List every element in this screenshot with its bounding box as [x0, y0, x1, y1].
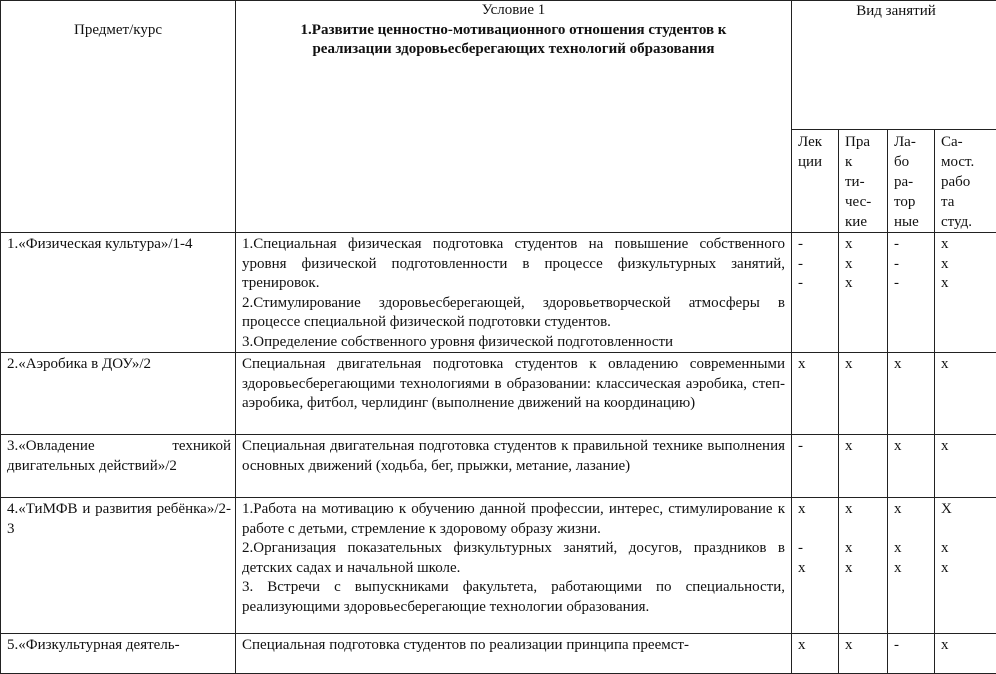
kind-header-line: бо [894, 152, 934, 172]
kind-header-line: ти- [845, 172, 887, 192]
mark-value: - [798, 274, 838, 294]
mark-value: x [894, 559, 934, 579]
header-row [1, 1, 996, 130]
mark-cell [792, 233, 839, 353]
kind-header [792, 1, 996, 130]
mark-cell [839, 435, 888, 498]
kind-header-line: Са- [941, 132, 996, 152]
mark-value: x [894, 437, 934, 457]
mark-value: - [894, 235, 934, 255]
mark-value: - [798, 539, 838, 559]
mark-value: x [941, 559, 996, 579]
subject-cell: 5.«Физкультурная деятель- [1, 634, 236, 674]
mark-cell [839, 353, 888, 435]
description-cell [236, 634, 792, 674]
mark-value: x [941, 255, 996, 275]
description-paragraph: Специальная двигательная подготовка студентов к правильной технике выполнения основных движений (ходьба, бег, прыжки, метание, лазание) [242, 437, 785, 476]
kind-header-line: студ. [941, 212, 996, 232]
mark-value: - [894, 636, 934, 656]
subject-cell: 3.«Овладение техникой двигательных действий»/2 [1, 435, 236, 498]
description-paragraph: 1.Работа на мотивацию к обучению данной профессии, интерес, стимулирование к работе с детьми, стремление к здоровому образу жизни. [242, 500, 785, 539]
kind-header-line: рабо [941, 172, 996, 192]
mark-value [845, 520, 887, 540]
mark-value: x [941, 539, 996, 559]
kind-laboratory-header [888, 130, 935, 233]
mark-value: x [798, 355, 838, 375]
kind-header-line: та [941, 192, 996, 212]
kind-header-line: мост. [941, 152, 996, 172]
subject-cell: 1.«Физическая культура»/1-4 [1, 233, 236, 353]
mark-cell [792, 498, 839, 634]
kind-lectures-header [792, 130, 839, 233]
mark-cell [935, 233, 996, 353]
kind-header-label: Вид занятий [856, 3, 936, 19]
kind-header-line: Лек [798, 132, 838, 152]
mark-cell [839, 498, 888, 634]
kind-header-line: Ла- [894, 132, 934, 152]
mark-value: x [845, 235, 887, 255]
kind-header-line: чес- [845, 192, 887, 212]
kind-header-line: кие [845, 212, 887, 232]
kind-header-line: к [845, 152, 887, 172]
mark-cell [792, 435, 839, 498]
mark-value: x [941, 355, 996, 375]
condition-label: Условие 1 [482, 2, 545, 18]
condition-title: 1.Развитие ценностно-мотивационного отношения студентов к реализации здоровьесберегающих технологий образования [236, 21, 791, 60]
mark-value: x [941, 235, 996, 255]
mark-value: x [798, 636, 838, 656]
table-row [1, 498, 996, 634]
kind-header-line: ные [894, 212, 934, 232]
mark-value [798, 520, 838, 540]
table-row [1, 233, 996, 353]
mark-cell [792, 634, 839, 674]
table-row [1, 353, 996, 435]
mark-cell [888, 435, 935, 498]
mark-cell [888, 498, 935, 634]
mark-value [941, 520, 996, 540]
kind-practical-header [839, 130, 888, 233]
mark-value: x [845, 636, 887, 656]
description-paragraph: Специальная подготовка студентов по реализации принципа преемст- [242, 636, 785, 656]
subject-column-header [1, 1, 236, 233]
table-row [1, 435, 996, 498]
mark-value: x [941, 636, 996, 656]
mark-value: - [798, 437, 838, 457]
kind-independent-work-header [935, 130, 996, 233]
mark-cell [935, 353, 996, 435]
mark-value: x [845, 437, 887, 457]
mark-value: x [798, 500, 838, 520]
description-paragraph: Специальная двигательная подготовка студентов к овладению современными здоровьесберегающими технологиями в образовании: классическая аэробика, степ-аэробика, фитбол, черлидинг (выполнение движений на координацию) [242, 355, 785, 414]
mark-value: x [845, 500, 887, 520]
mark-value: x [894, 539, 934, 559]
mark-value: x [798, 559, 838, 579]
mark-value: X [941, 500, 996, 520]
mark-cell [839, 634, 888, 674]
description-cell [236, 353, 792, 435]
description-paragraph: 1.Специальная физическая подготовка студентов на повышение собственного уровня физической подготовленности в процессе физкультурных занятий, тренировок. [242, 235, 785, 294]
description-paragraph: 2.Стимулирование здоровьесберегающей, здоровьетворческой атмосферы в процессе специальной физической подготовки студентов. [242, 294, 785, 333]
mark-value: x [941, 437, 996, 457]
kind-header-line: Пра [845, 132, 887, 152]
kind-header-line: ции [798, 152, 838, 172]
mark-value: x [845, 539, 887, 559]
mark-value: x [941, 274, 996, 294]
description-cell [236, 233, 792, 353]
description-paragraph: 3. Встречи с выпускниками факультета, работающими по специальности, реализующими здоровьесберегающие технологии образования. [242, 578, 785, 617]
mark-cell [839, 233, 888, 353]
kind-header-line: ра- [894, 172, 934, 192]
description-cell [236, 435, 792, 498]
mark-cell [792, 353, 839, 435]
subject-column-label: Предмет/курс [74, 22, 162, 38]
mark-cell [888, 233, 935, 353]
mark-value: x [894, 355, 934, 375]
mark-value: x [845, 255, 887, 275]
condition-column-header [236, 1, 792, 233]
kind-header-line: тор [894, 192, 934, 212]
mark-cell [888, 634, 935, 674]
description-paragraph: 2.Организация показательных физкультурных занятий, досугов, праздников в детских садах и начальной школе. [242, 539, 785, 578]
mark-value: x [845, 274, 887, 294]
mark-value: x [845, 559, 887, 579]
mark-cell [935, 634, 996, 674]
mark-value: - [798, 255, 838, 275]
mark-cell [935, 498, 996, 634]
mark-value [894, 520, 934, 540]
mark-value: x [845, 355, 887, 375]
mark-cell [888, 353, 935, 435]
mark-value: x [894, 500, 934, 520]
mark-cell [935, 435, 996, 498]
description-cell [236, 498, 792, 634]
subject-cell: 2.«Аэробика в ДОУ»/2 [1, 353, 236, 435]
table-row [1, 634, 996, 674]
description-paragraph: 3.Определение собственного уровня физической подготовленности [242, 333, 785, 353]
subject-cell: 4.«ТиМФВ и развития ребёнка»/2-3 [1, 498, 236, 634]
mark-value: - [798, 235, 838, 255]
mark-value: - [894, 274, 934, 294]
mark-value: - [894, 255, 934, 275]
